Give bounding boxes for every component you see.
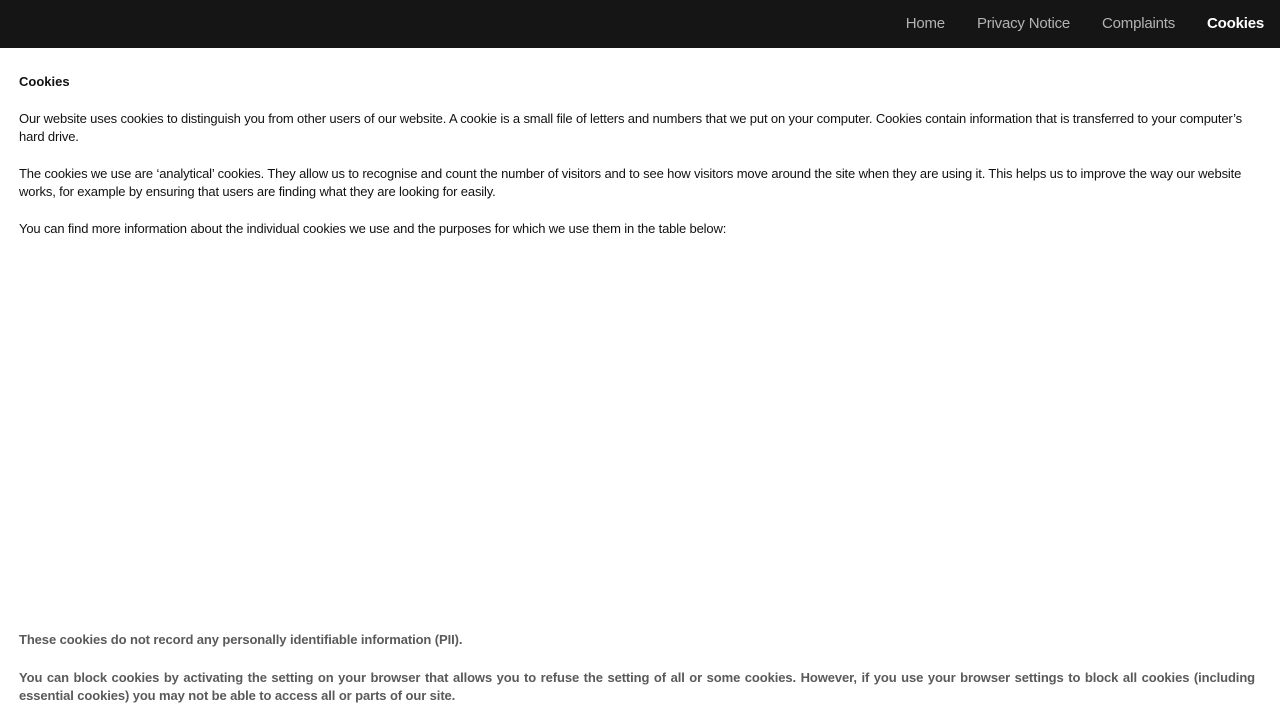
nav-link-complaints[interactable]: Complaints — [1102, 15, 1176, 32]
main-content — [19, 48, 1255, 618]
table-reference-paragraph: You can find more information about the individual cookies we use and the purposes for which we use them in the table below: — [19, 221, 727, 236]
analytical-cookies-paragraph: The cookies we use are ‘analytical’ cookies. They allow us to recognise and count the number of visitors and to see how visitors move around the site when they are using it. This helps us to improve the way our website works, for example by ensuring that users are finding what they are looking for easily. — [19, 166, 1242, 199]
nav-link-home[interactable]: Home — [905, 15, 945, 32]
cookies-intro-paragraph: Our website uses cookies to distinguish you from other users of our website. A cookie is a small file of letters and numbers that we put on your computer. Cookies contain information that is transferred to your computer’s hard drive. — [19, 111, 1242, 144]
pii-note: These cookies do not record any personally identifiable information (PII). — [19, 632, 463, 647]
cookie-notes — [19, 631, 1255, 705]
nav-menu — [890, 0, 1280, 48]
block-cookies-note: You can block cookies by activating the setting on your browser that allows you to refuse the setting of all or some cookies. However, if you use your browser settings to block all cookies (including essential cookies) you may not be able to access all or parts of our site. — [19, 670, 1255, 703]
cookies-table-area — [19, 238, 1255, 618]
page-title: Cookies — [19, 74, 70, 89]
nav-link-privacy-notice[interactable]: Privacy Notice — [976, 15, 1071, 32]
top-navbar — [0, 0, 1280, 48]
nav-link-cookies[interactable]: Cookies — [1207, 15, 1264, 32]
